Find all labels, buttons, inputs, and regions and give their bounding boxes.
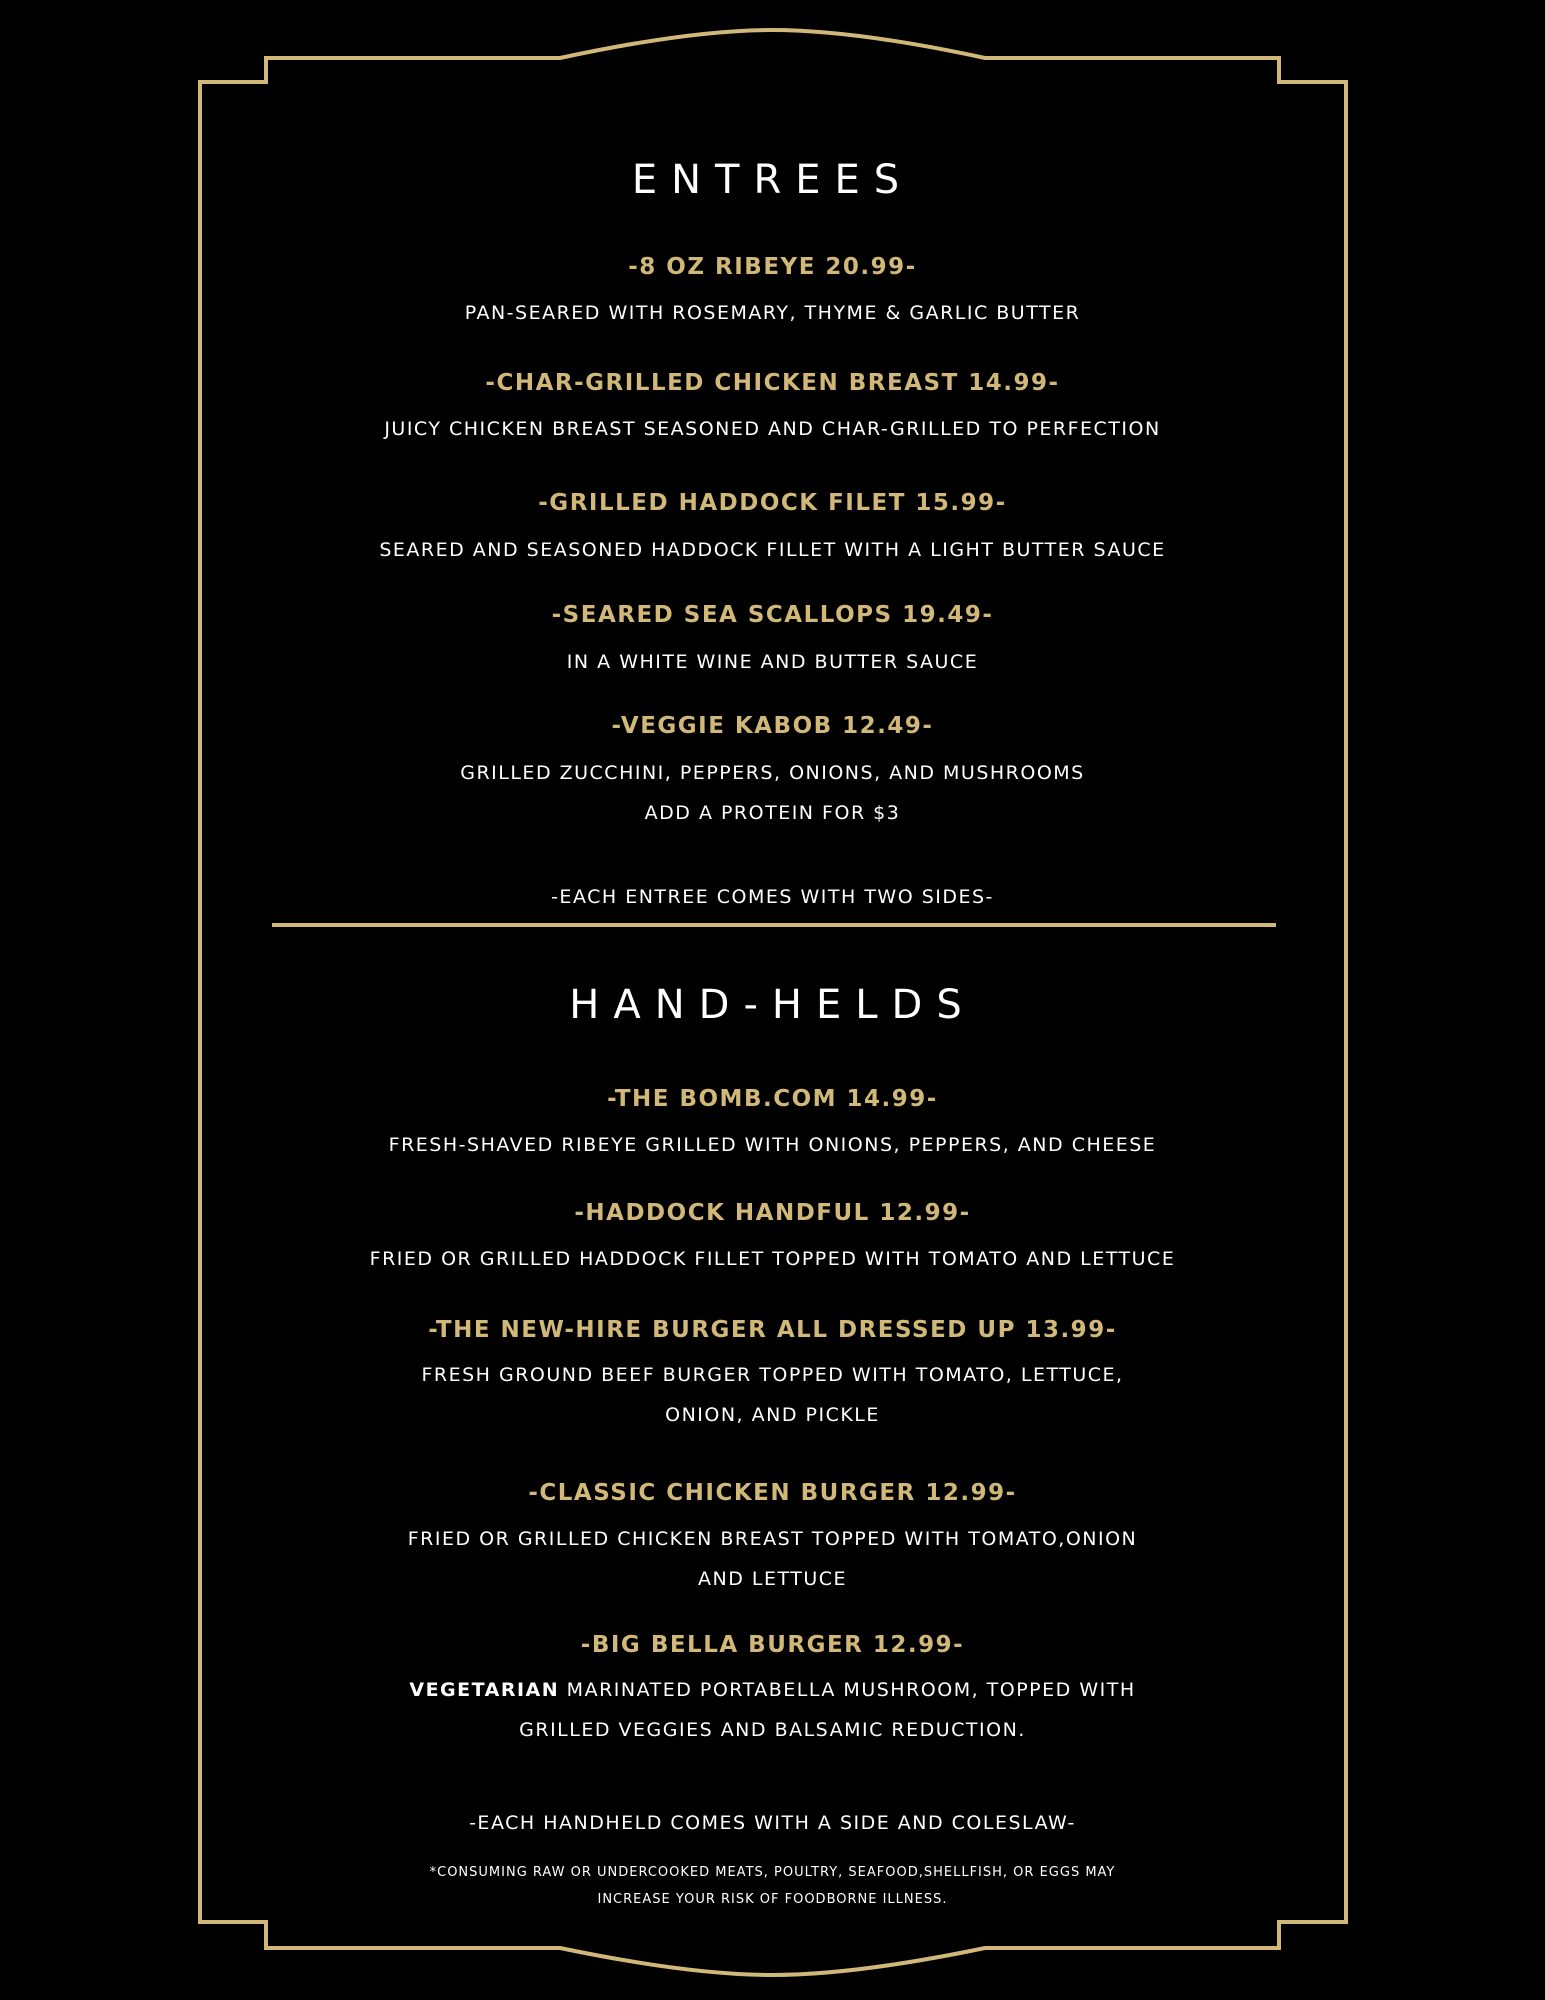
handheld-desc: AND LETTUCE [697, 1568, 848, 1590]
menu-content [200, 0, 1345, 2000]
entree-desc: SEARED AND SEASONED HADDOCK FILLET WITH A LIGHT BUTTER SAUCE [379, 539, 1166, 561]
handheld-name: -CLASSIC CHICKEN BURGER 12.99- [528, 1480, 1017, 1506]
handheld-name: -THE NEW-HIRE BURGER ALL DRESSED UP 13.99- [428, 1317, 1117, 1343]
handheld-desc: FRIED OR GRILLED CHICKEN BREAST TOPPED WITH TOMATO,ONION [407, 1528, 1138, 1550]
handheld-desc: GRILLED VEGGIES AND BALSAMIC REDUCTION. [519, 1719, 1026, 1741]
handheld-desc: FRIED OR GRILLED HADDOCK FILLET TOPPED WITH TOMATO AND LETTUCE [369, 1248, 1176, 1270]
handheld-name: -BIG BELLA BURGER 12.99- [580, 1632, 965, 1658]
entrees-title: ENTREES [631, 157, 914, 203]
entree-name: -SEARED SEA SCALLOPS 19.49- [551, 602, 994, 628]
entree-name: -VEGGIE KABOB 12.49- [611, 713, 934, 739]
disclaimer-line: INCREASE YOUR RISK OF FOODBORNE ILLNESS. [597, 1892, 948, 1907]
entree-desc: JUICY CHICKEN BREAST SEASONED AND CHAR-GRILLED TO PERFECTION [384, 418, 1161, 440]
handheld-desc: ONION, AND PICKLE [665, 1404, 880, 1426]
entree-name: -GRILLED HADDOCK FILET 15.99- [538, 490, 1007, 516]
entree-name: -CHAR-GRILLED CHICKEN BREAST 14.99- [485, 370, 1060, 396]
disclaimer-line: *CONSUMING RAW OR UNDERCOOKED MEATS, POULTRY, SEAFOOD,SHELLFISH, OR EGGS MAY [429, 1865, 1116, 1880]
handhelds-note: -EACH HANDHELD COMES WITH A SIDE AND COLESLAW- [469, 1812, 1076, 1834]
entree-desc: ADD A PROTEIN FOR $3 [644, 802, 901, 824]
entree-name: -8 OZ RIBEYE 20.99- [628, 254, 917, 280]
section-divider [272, 923, 1276, 927]
handheld-desc: FRESH GROUND BEEF BURGER TOPPED WITH TOMATO, LETTUCE, [421, 1364, 1124, 1386]
vegetarian-label: VEGETARIAN [409, 1679, 560, 1701]
entree-desc: IN A WHITE WINE AND BUTTER SAUCE [566, 651, 979, 673]
entrees-note: -EACH ENTREE COMES WITH TWO SIDES- [551, 886, 994, 908]
handhelds-title: HAND-HELDS [569, 982, 976, 1028]
handheld-desc-text: MARINATED PORTABELLA MUSHROOM, TOPPED WITH [559, 1679, 1136, 1701]
handheld-name: -HADDOCK HANDFUL 12.99- [574, 1200, 971, 1226]
entree-desc: PAN-SEARED WITH ROSEMARY, THYME & GARLIC BUTTER [464, 302, 1081, 324]
entree-desc: GRILLED ZUCCHINI, PEPPERS, ONIONS, AND MUSHROOMS [460, 762, 1085, 784]
handheld-name: -THE BOMB.COM 14.99- [607, 1086, 938, 1112]
handheld-desc: FRESH-SHAVED RIBEYE GRILLED WITH ONIONS, PEPPERS, AND CHEESE [388, 1134, 1157, 1156]
handheld-desc [200, 1681, 1345, 1700]
